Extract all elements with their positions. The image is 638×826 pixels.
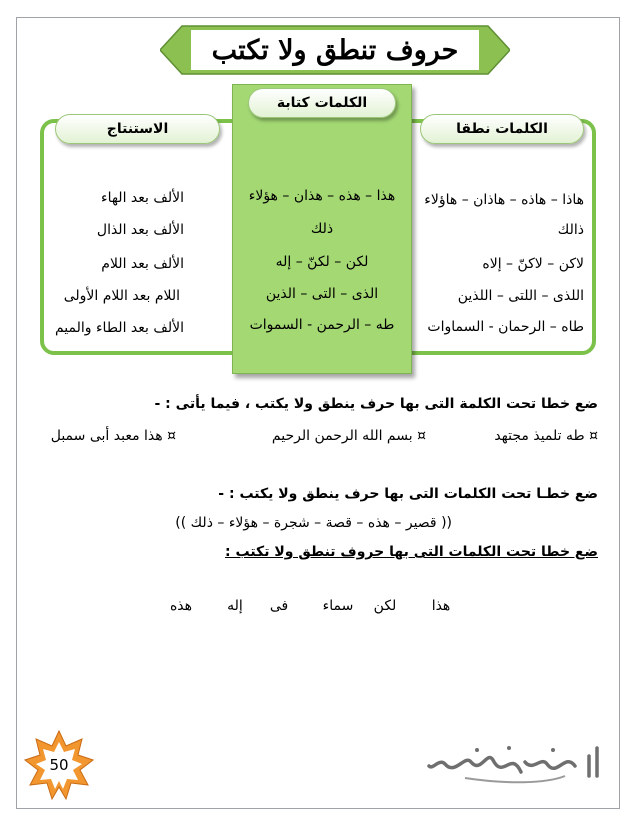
- exercise3-word: فى: [269, 598, 289, 614]
- spoken-word-line: لاكن – لاكنّ – إلاه: [482, 256, 584, 272]
- written-word-line: الذى – التى – الذين: [265, 286, 379, 302]
- exercise3-word: سماء: [322, 598, 354, 614]
- page-title: حروف تنطق ولا تكتب: [211, 34, 459, 66]
- page-number: 50: [49, 756, 69, 774]
- exercise3-word: إله: [227, 598, 243, 614]
- spoken-word-line: اللذى – اللتى – اللذين: [457, 288, 584, 304]
- conclusion-line: الألف بعد الهاء: [101, 190, 184, 206]
- exercise1-item: ¤ بسم الله الرحمن الرحيم: [271, 428, 426, 444]
- header-conclusion: الاستنتاج: [55, 114, 220, 144]
- header-written-words: الكلمات كتابة: [248, 88, 396, 118]
- spoken-word-line: ذالك: [557, 222, 584, 238]
- exercise3-instruction: ضع خطا تحت الكلمات التى بها حروف تنطق ولا تكتب :: [225, 544, 598, 560]
- exercise3-word: هذه: [169, 598, 193, 614]
- exercise2-instruction: ضع خطـا تحت الكلمات التى بها حرف ينطق ولا يكتب : -: [218, 486, 598, 502]
- conclusion-line: الألف بعد الذال: [96, 222, 184, 238]
- written-word-line: هذا – هذه – هذان – هؤلاء: [248, 188, 396, 204]
- exercise2-words: (( قصير – هذه – قصة – شجرة – هؤلاء – ذلك )): [175, 515, 452, 531]
- conclusion-line: الألف بعد اللام: [101, 256, 184, 272]
- exercise3-word: لكن: [373, 598, 397, 614]
- conclusion-line: الألف بعد الطاء والميم: [54, 320, 184, 336]
- exercise1-item: ¤ طه تلميذ مجتهد: [494, 428, 598, 444]
- exercise3-word: هذا: [431, 598, 451, 614]
- written-word-line: لكن – لكنّ – إله: [275, 254, 369, 270]
- author-signature: [425, 742, 605, 786]
- conclusion-line: اللام بعد اللام الأولى: [63, 288, 180, 304]
- spoken-word-line: طاه – الرحمان - السماوات: [427, 319, 584, 335]
- exercise1-instruction: ضع خطا تحت الكلمة التى بها حرف ينطق ولا يكتب ، فيما يأتى : -: [154, 396, 598, 412]
- header-spoken-words: الكلمات نطقا: [420, 114, 584, 144]
- written-word-line: ذلك: [310, 221, 334, 237]
- exercise1-item: ¤ هذا معبد أبى سمبل: [50, 428, 176, 444]
- written-word-line: طه – الرحمن - السموات: [249, 317, 395, 333]
- spoken-word-line: هاذا – هاذه – هاذان – هاؤلاء: [424, 192, 584, 208]
